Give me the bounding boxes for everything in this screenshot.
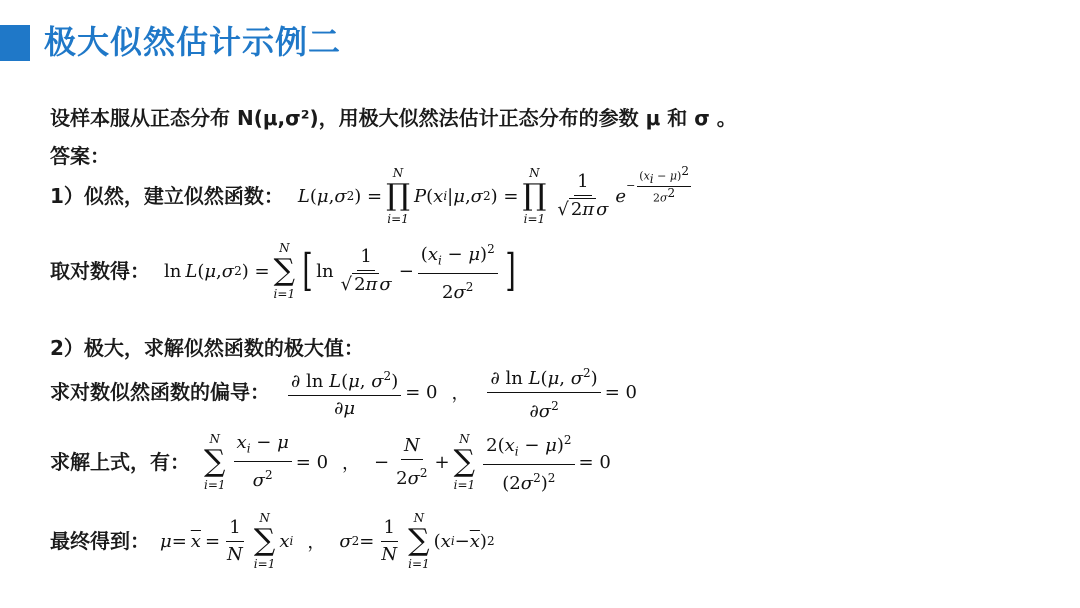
log-likelihood-formula: ln L ( μ , σ 2 ) = N ∑ i=1 [ ln 1 √ 2π σ − $\frac{(x_i - \mu)^2}{2\sigma^2}$ ] [164,238,519,305]
final-label: 最终得到： [50,529,150,553]
likelihood-row [50,160,693,232]
sum-operator: N ∑ i=1 [408,511,430,571]
sum-operator: N ∑ i=1 [253,511,276,571]
final-formula: μ = $\overline{x}$ = $\frac{1}{N}$ N ∑ i=1 x i ， σ 2 = $\frac{1}{N}$ N ∑ i=1 ( x i − $\overline{x}$ ) 2 [160,511,495,571]
sum-operator: N ∑ i=1 [273,241,296,301]
likelihood-formula: L ( μ , σ 2 ) = N ∏ i=1 P ( x i | μ , σ 2 ) = N ∏ i=1 1 √ 2π σ e − $\frac{(xi - \mu)2}{2\sigma 2}$ [297,164,689,226]
log-likelihood-row [50,236,519,306]
slide-body [50,0,1060,608]
derivative-row [50,364,637,420]
product-operator: N ∏ i=1 [386,166,410,226]
step1-label: 1）似然，建立似然函数： [50,184,284,208]
product-operator: N ∏ i=1 [522,166,547,226]
slide-title: 极大似然估计示例二 [44,23,342,61]
solve-formula: N ∑ i=1 $\frac{x_i - \mu}{\sigma^2}$ = 0 ， − $\frac{N}{2\sigma^2}$ + N ∑ i=1 $\frac{2(x_i - \mu)^2}{(2\sigma^2)^2}$ = 0 [200,429,611,496]
deriv-label: 求对数似然函数的偏导： [50,380,270,404]
solve-row [50,428,611,496]
title-accent-bar [0,25,30,61]
final-row [50,506,495,576]
derivative-formula: $\frac{\partial \ln L(\mu, \sigma^2)}{\partial\mu}$ = 0 ， $\frac{\partial \ln L(\mu, \sigma^2)}{\partial\sigma^2}$ = 0 [284,362,637,423]
step2-label: 2）极大，求解似然函数的极大值： [50,336,364,360]
solve-label: 求解上式，有： [50,450,190,474]
log-label: 取对数得： [50,259,150,283]
sum-operator: N ∑ i=1 [204,432,226,492]
sum-operator: N ∑ i=1 [453,432,476,492]
intro-text: 设样本服从正态分布 N(μ,σ²)，用极大似然法估计正态分布的参数 μ 和 σ 。 [50,106,737,130]
answer-label: 答案： [50,144,110,168]
